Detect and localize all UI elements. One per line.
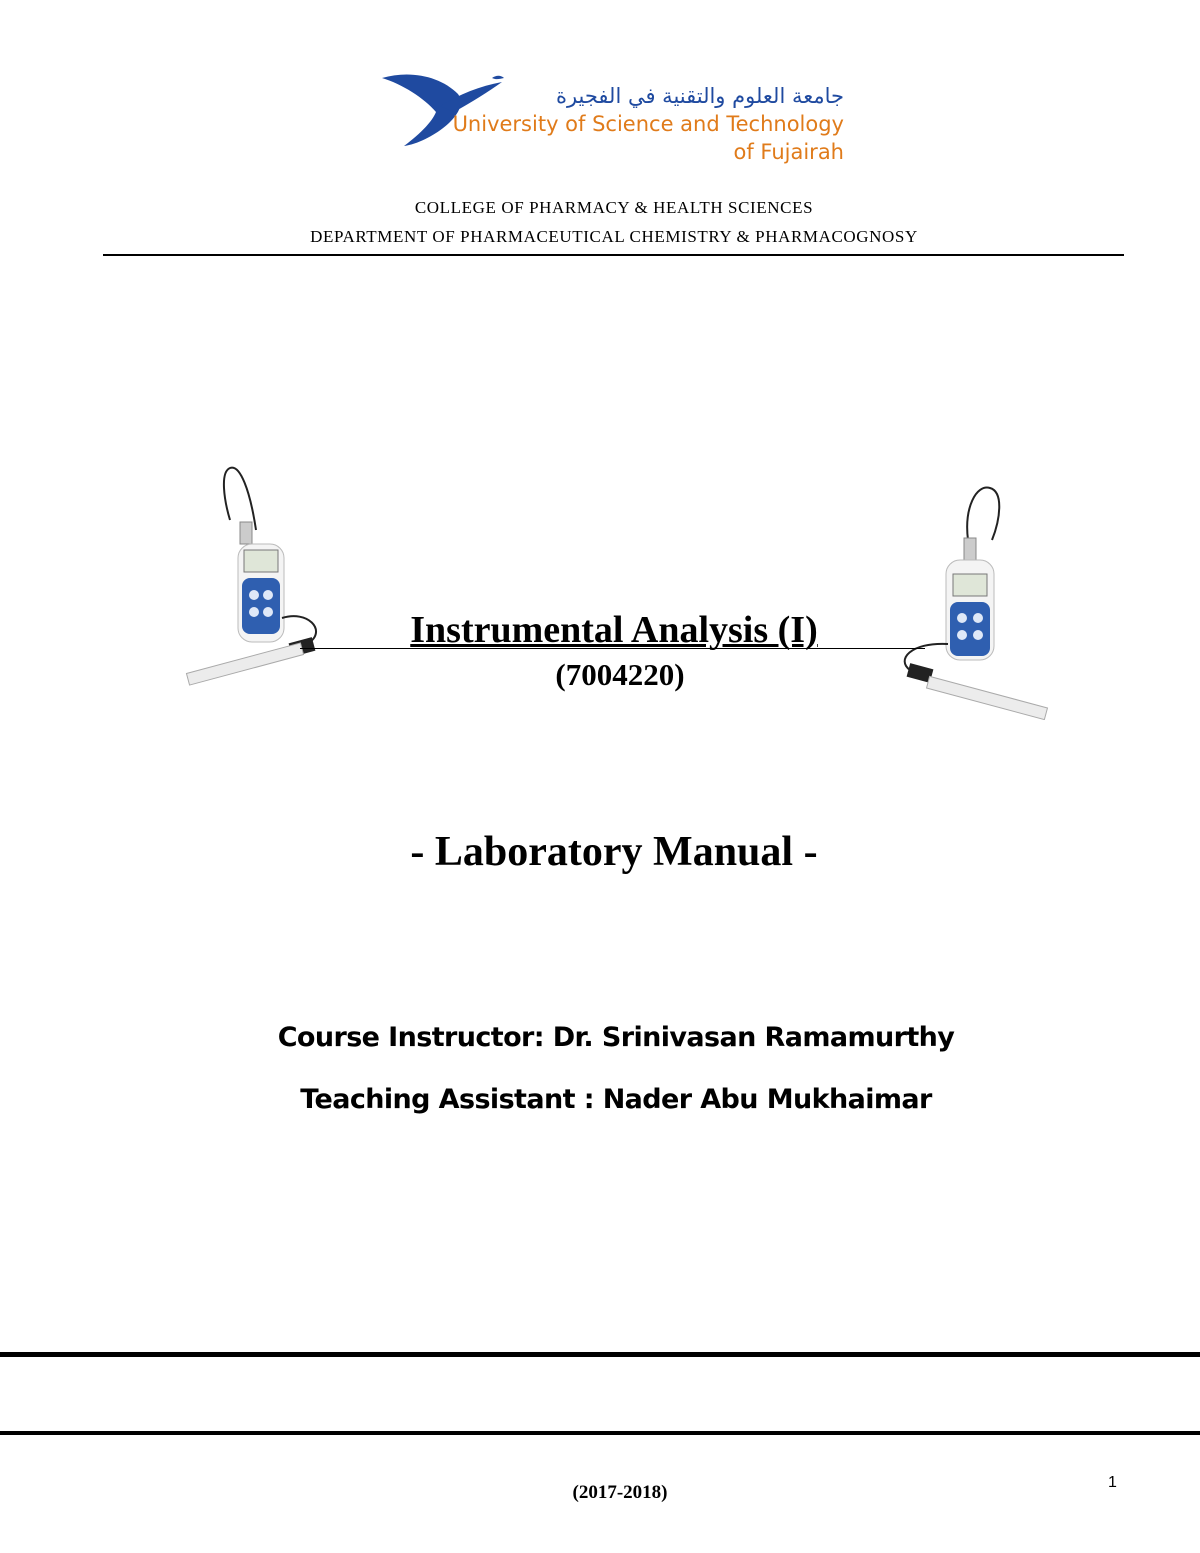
course-title: Instrumental Analysis (I) <box>410 609 818 651</box>
header-divider <box>103 254 1124 256</box>
page-number: 1 <box>1108 1474 1117 1491</box>
logo-english-line1: University of Science and Technology <box>452 112 844 136</box>
course-code: (7004220) <box>555 657 685 692</box>
department-name: DEPARTMENT OF PHARMACEUTICAL CHEMISTRY & PHARMACOGNOSY <box>310 227 918 246</box>
course-instructor: Course Instructor: Dr. Srinivasan Ramamurthy <box>277 1022 955 1053</box>
footer-divider-bottom <box>0 1431 1200 1435</box>
logo-arabic-name: جامعة العلوم والتقنية في الفجيرة <box>555 84 844 108</box>
academic-year: (2017-2018) <box>572 1482 668 1503</box>
college-name: COLLEGE OF PHARMACY & HEALTH SCIENCES <box>414 198 814 217</box>
teaching-assistant: Teaching Assistant : Nader Abu Mukhaimar <box>300 1084 932 1115</box>
logo-english-line2: of Fujairah <box>733 140 844 164</box>
university-logo <box>380 72 850 172</box>
document-type: - Laboratory Manual - <box>410 829 818 875</box>
footer-divider-top <box>0 1352 1200 1357</box>
